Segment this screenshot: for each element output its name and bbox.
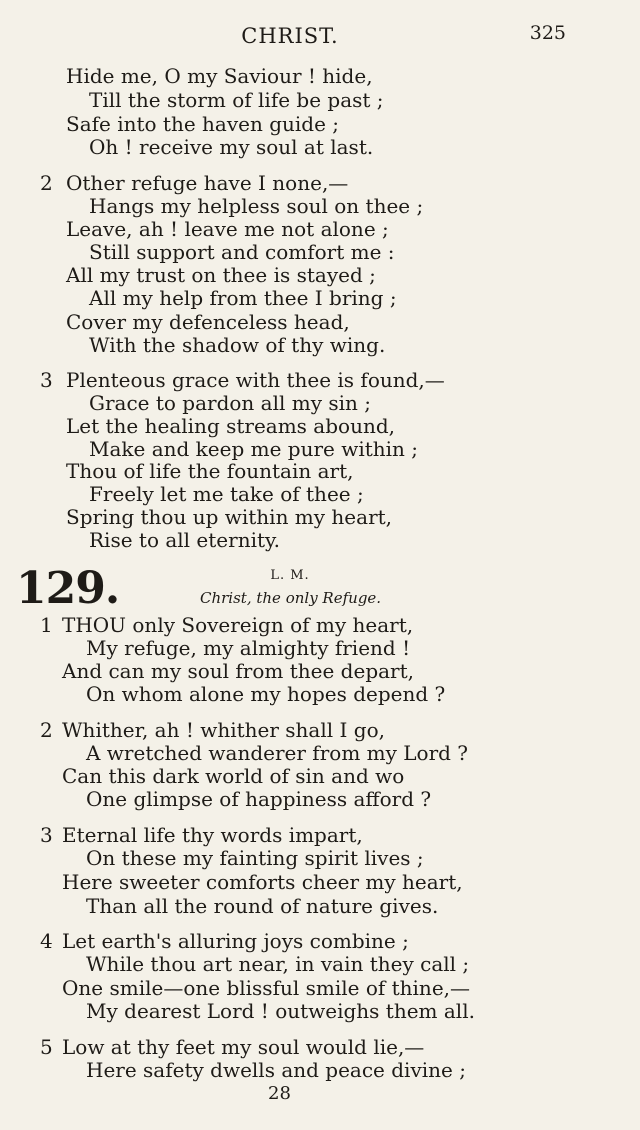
- verse-line: And can my soul from thee depart,: [62, 659, 415, 683]
- stanza-number: 1: [40, 613, 53, 637]
- stanza-number: 2: [40, 718, 53, 742]
- verse-line: Leave, ah ! leave me not alone ;: [66, 217, 389, 241]
- page-number: 325: [529, 22, 566, 44]
- verse-line: With the shadow of thy wing.: [89, 333, 386, 357]
- verse-line: Can this dark world of sin and wo: [62, 764, 405, 788]
- verse-line: Let the healing streams abound,: [66, 414, 395, 438]
- verse-line: Spring thou up within my heart,: [66, 505, 393, 529]
- stanza-number: 3: [40, 368, 53, 392]
- verse-line: While thou art near, in vain they call ;: [86, 952, 470, 976]
- verse-line: All my help from thee I bring ;: [89, 286, 397, 310]
- hymn-number: 129.: [16, 563, 120, 614]
- stanza-number: 5: [40, 1035, 53, 1059]
- verse-line: Plenteous grace with thee is found,—: [66, 368, 445, 392]
- verse-line: Rise to all eternity.: [89, 528, 281, 552]
- stanza-number: 2: [40, 171, 53, 195]
- stanza-number: 4: [40, 929, 53, 953]
- verse-line: Hide me, O my Saviour ! hide,: [66, 64, 373, 88]
- verse-line: THOU only Sovereign of my heart,: [62, 613, 414, 637]
- signature-mark: 28: [268, 1083, 291, 1104]
- verse-line: On whom alone my hopes depend ?: [86, 682, 446, 706]
- verse-line: Till the storm of life be past ;: [89, 88, 384, 112]
- hymn-subtitle: Christ, the only Refuge.: [200, 589, 382, 607]
- verse-line: Still support and comfort me :: [89, 240, 395, 264]
- verse-line: Oh ! receive my soul at last.: [89, 135, 374, 159]
- verse-line: Eternal life thy words impart,: [62, 823, 363, 847]
- verse-line: One smile—one blissful smile of thine,—: [62, 976, 471, 1000]
- verse-line: Than all the round of nature gives.: [86, 894, 439, 918]
- verse-line: My refuge, my almighty friend !: [86, 636, 411, 660]
- verse-line: One glimpse of happiness afford ?: [86, 787, 432, 811]
- verse-line: Hangs my helpless soul on thee ;: [89, 194, 424, 218]
- verse-line: All my trust on thee is stayed ;: [66, 263, 376, 287]
- verse-line: Freely let me take of thee ;: [89, 482, 364, 506]
- running-title: CHRIST.: [241, 24, 339, 48]
- verse-line: Safe into the haven guide ;: [66, 112, 340, 136]
- verse-line: Grace to pardon all my sin ;: [89, 391, 371, 415]
- verse-line: Thou of life the fountain art,: [66, 459, 354, 483]
- verse-line: Make and keep me pure within ;: [89, 437, 419, 461]
- verse-line: Other refuge have I none,—: [66, 171, 349, 195]
- hymn-meter: L. M.: [270, 568, 310, 583]
- verse-line: Here sweeter comforts cheer my heart,: [62, 870, 463, 894]
- verse-line: Here safety dwells and peace divine ;: [86, 1058, 466, 1082]
- stanza-number: 3: [40, 823, 53, 847]
- verse-line: Whither, ah ! whither shall I go,: [62, 718, 385, 742]
- verse-line: Let earth's alluring joys combine ;: [62, 929, 409, 953]
- verse-line: On these my fainting spirit lives ;: [86, 846, 424, 870]
- verse-line: My dearest Lord ! outweighs them all.: [86, 999, 475, 1023]
- verse-line: Low at thy feet my soul would lie,—: [62, 1035, 425, 1059]
- verse-line: A wretched wanderer from my Lord ?: [86, 741, 469, 765]
- verse-line: Cover my defenceless head,: [66, 310, 350, 334]
